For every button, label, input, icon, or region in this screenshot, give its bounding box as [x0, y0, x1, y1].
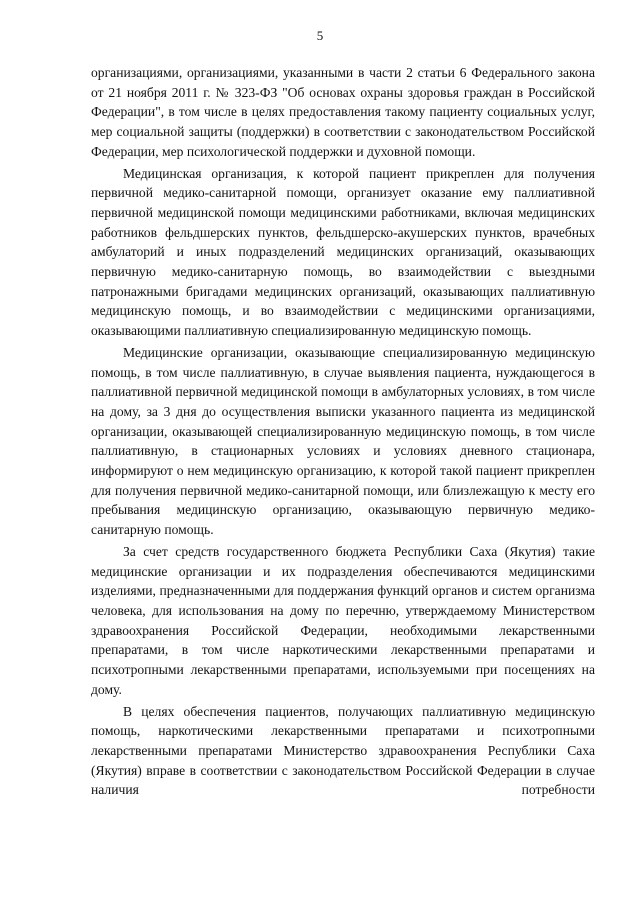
- paragraph-4: За счет средств государственного бюджета Республики Саха (Якутия) такие медицинские организации и их подразделения обеспечиваются медицинскими изделиями, предназначенными для поддержания функций органов и систем организма человека, для использования на дому по перечню, утверждаемому Министерством здравоохранения Российской Федерации, необходимыми лекарственными препаратами, в том числе наркотическими лекарственными препаратами и психотропными лекарственными препаратами, используемыми при посещениях на дому.: [91, 543, 595, 697]
- paragraph-5: В целях обеспечения пациентов, получающих паллиативную медицинскую помощь, наркотическими лекарственными препаратами и психотропными лекарственными препаратами Министерство здравоохранения Республики Саха (Якутия) вправе в соответствии с законодательством Российской Федерации в случае наличия потребности: [91, 703, 595, 798]
- document-body: [91, 63, 595, 802]
- paragraph-3: Медицинские организации, оказывающие специализированную медицинскую помощь, в том числе паллиативную, в случае выявления пациента, нуждающегося в паллиативной первичной медицинской помощи в амбулаторных условиях, в том числе на дому, за 3 дня до осуществления выписки указанного пациента из медицинской организации, оказывающей специализированную медицинскую помощь, в том числе паллиативную, в стационарных условиях и условиях дневного стационара, информируют о нем медицинскую организацию, к которой такой пациент прикреплен для получения первичной медико-санитарной помощи, или близлежащую к месту его пребывания медицинскую организацию, оказывающую первичную медико-санитарную помощь.: [91, 344, 595, 538]
- paragraph-2: Медицинская организация, к которой пациент прикреплен для получения первичной медико-санитарной помощи, организует оказание ему паллиативной первичной медицинской помощи медицинскими работниками, включая медицинских работников фельдшерских пунктов, фельдшерско-акушерских пунктов, врачебных амбулаторий и иных подразделений медицинских организаций, оказывающих первичную медико-санитарную помощь, во взаимодействии с выездными патронажными бригадами медицинских организаций, оказывающих паллиативную медицинскую помощь, и во взаимодействии с медицинскими организациями, оказывающими паллиативную специализированную медицинскую помощь.: [91, 165, 595, 339]
- paragraph-1: организациями, организациями, указанными в части 2 статьи 6 Федерального закона от 21 ноября 2011 г. № 323-ФЗ "Об основах охраны здоровья граждан в Российской Федерации", в том числе в целях предоставления такому пациенту социальных услуг, мер социальной защиты (поддержки) в соответствии с законодательством Российской Федерации, мер психологической поддержки и духовной помощи.: [91, 65, 595, 159]
- page-number: 5: [316, 28, 324, 43]
